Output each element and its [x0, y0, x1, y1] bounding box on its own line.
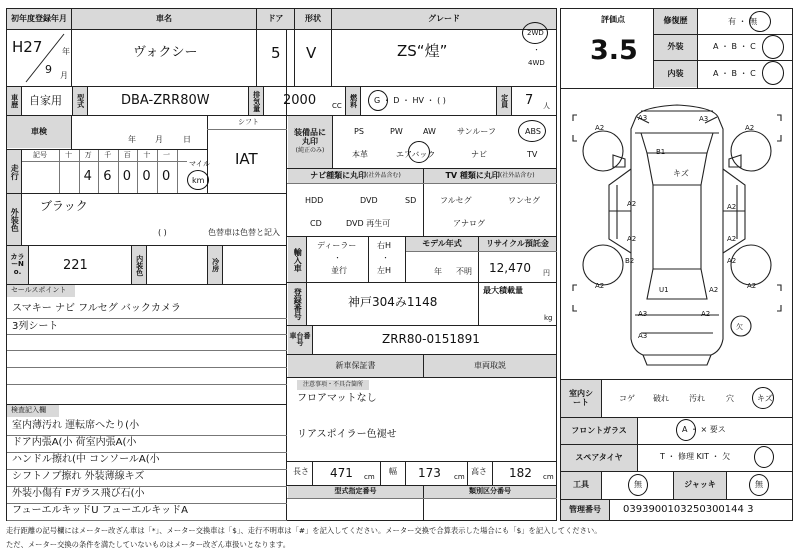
kg-unit: kg [544, 314, 553, 322]
header-model-year: モデル年式 [406, 237, 478, 251]
dealer: ディーラー [317, 241, 357, 250]
header-interior-sheet: 室内シート [561, 380, 601, 417]
mileage-digit-header: 十 [143, 151, 151, 159]
jack-value: 無 [755, 480, 763, 489]
equipment-item: ナビ [471, 150, 487, 159]
inspection-day: 日 [183, 135, 191, 144]
sheet-option: 汚れ [689, 394, 705, 403]
capacity: 7 [525, 93, 534, 108]
mark-a2-side-left: A2 [627, 200, 637, 208]
left-hand: 左H [377, 266, 392, 275]
header-repair: 修復歴 [654, 9, 697, 34]
header-capacity: 定員 [497, 87, 511, 115]
mark-u1-rear: U1 [659, 286, 669, 294]
inspector-note: 室内薄汚れ 運転席へたり(小 [12, 420, 140, 431]
inspector-note-line [7, 452, 287, 453]
mark-a2-wheel-fl: A2 [595, 124, 605, 132]
equipment-item: AW [423, 127, 436, 136]
header-exterior-color: 外装色 [7, 194, 21, 245]
mark-a2-rear-right: A2 [701, 310, 711, 318]
header-inspector: 検査記入欄 [7, 405, 59, 417]
mileage-divider [177, 150, 178, 193]
body-shape: V [306, 44, 317, 62]
door-count: 5 [271, 44, 281, 62]
equipment-item: 本革 [352, 150, 368, 159]
inspection-year: 年 [128, 135, 136, 144]
mark-missing: 欠 [736, 323, 743, 331]
navi-item: DVD 再生可 [346, 219, 391, 228]
inspector-note-line [7, 486, 287, 487]
exterior-grade: A ・ B ・ C [713, 42, 756, 51]
mileage-digit-header: 一 [163, 151, 170, 159]
inspector-note: シフトノブ擦れ 外装薄線キズ [12, 471, 145, 482]
header-mileage: 走行 [7, 150, 21, 193]
exterior-color: ブラック [40, 199, 88, 213]
airbag-circle [408, 141, 430, 163]
header-interior-color: 内装色 [132, 246, 146, 284]
header-usage: 車歴 [7, 87, 21, 115]
reg-era: H27 [12, 38, 43, 56]
model-year-year: 年 [434, 267, 442, 276]
header-max-load: 最大積載量 [483, 286, 523, 295]
mileage-digit: 0 [122, 169, 132, 184]
reg-month-unit: 月 [60, 71, 68, 80]
header-control-no: 管理番号 [561, 500, 609, 520]
car-diagram [561, 89, 793, 379]
cc-unit: CC [332, 102, 342, 110]
mileage-digit-header: 百 [123, 151, 131, 159]
capacity-unit: 人 [543, 102, 550, 110]
manual: 車両取説 [424, 355, 556, 377]
header-score: 評価点 [601, 15, 625, 24]
footer-line-2: ただ、メーター交換の条件を満たしていないものはメーター改ざん車扱いとなります。 [6, 540, 290, 549]
header-tools: 工具 [561, 472, 601, 499]
drive-4wd: 4WD [528, 59, 545, 67]
note-2: リアスポイラー色褪せ [297, 429, 397, 440]
header-interior: 内装 [654, 61, 697, 87]
equipment-item: エアバック [396, 150, 436, 159]
inspector-note-line [7, 435, 287, 436]
header-chassis: 車台番号 [288, 326, 312, 354]
mileage-divider [98, 150, 99, 193]
sheet-option: 穴 [726, 394, 734, 403]
km-label: km [192, 176, 205, 185]
header-navi-type: ナビ種類に丸印 (社外品含む) [288, 169, 423, 183]
mark-a2-right: A2 [727, 257, 737, 265]
inspector-note: ハンドル擦れ(中 コンソールA(小 [12, 454, 160, 465]
header-height: 高さ [471, 467, 487, 476]
spare-circle [754, 446, 774, 468]
header-car-name: 車名 [72, 9, 256, 29]
equipment-item: ABS [525, 127, 541, 136]
length-cm: cm [364, 473, 375, 481]
car-name: ヴォクシー [133, 45, 198, 60]
mark-a3-rear-left: A3 [638, 310, 648, 318]
mileage-divider [118, 150, 119, 193]
mark-a2-side-right: A2 [727, 203, 737, 211]
sales-point-line-2: 3列シート [12, 321, 59, 332]
inspector-note-line [7, 469, 287, 470]
repair-circle [749, 11, 771, 32]
width-value: 173 [418, 466, 441, 480]
sheet-option: 破れ [653, 394, 669, 403]
score-value: 3.5 [590, 35, 638, 66]
fuel-g-circle [368, 90, 388, 111]
header-tv-type: TV 種類に丸印 (社外品含む) [424, 169, 556, 183]
mileage-divider [157, 150, 158, 193]
reg-year-unit: 年 [62, 47, 70, 56]
color-paren: ( ) [158, 228, 167, 237]
header-color-no: カラーNo. [7, 246, 28, 284]
km-circle [187, 170, 209, 190]
control-number: 0393900103250300144 3 [623, 504, 754, 515]
equipment-item: TV [527, 150, 538, 159]
header-category: 類別区分番号 [424, 486, 556, 498]
header-type-designation: 型式指定番号 [288, 486, 423, 498]
sheet-scratch-circle [752, 387, 774, 409]
navi-item: HDD [305, 196, 324, 205]
sheet-option: キズ [757, 394, 773, 403]
mark-a2-wheel-fr: A2 [745, 124, 755, 132]
header-equipment: 装備品に丸印 (純正のみ) [288, 116, 332, 168]
abs-circle [518, 120, 546, 142]
interior-grade: A ・ B ・ C [713, 69, 756, 78]
mark-a3-front-left: A3 [638, 114, 648, 122]
color-no: 221 [63, 258, 88, 273]
reg-month: 9 [45, 63, 52, 76]
sales-point-line-1: スマキー ナビ フルセグ バックカメラ [12, 303, 181, 314]
color-note: 色替車は色替と記入 [208, 228, 280, 237]
inspector-note: 外装小傷有 Fガラス飛び石(小 [12, 488, 145, 499]
yen-unit: 円 [543, 269, 550, 277]
mark-a2-wheel-rl: A2 [595, 282, 605, 290]
inspector-note-line [7, 520, 287, 521]
mileage-digit-header: 万 [84, 151, 92, 159]
windshield-options: A ・ × 要ス [682, 425, 726, 434]
mileage-digit: 4 [83, 169, 92, 184]
equipment-item: サンルーフ [457, 127, 496, 136]
mileage-digit-header: 千 [104, 151, 112, 159]
hand-dot: ・ [382, 254, 389, 262]
tv-item: フルセグ [440, 196, 472, 205]
model-code: DBA-ZRR80W [121, 93, 210, 108]
note-1: フロアマットなし [297, 393, 377, 404]
registration-number: 神戸304み1148 [348, 295, 438, 309]
drive-2wd-circle [522, 22, 548, 44]
width-cm: cm [454, 473, 465, 481]
dealer-dot: ・ [334, 254, 341, 262]
inspector-note: フューエルキッドU フューエルキッドA [12, 505, 188, 516]
header-displacement: 排気量 [249, 87, 263, 115]
header-spare: スペアタイヤ [561, 445, 637, 471]
header-inspection: 車検 [7, 116, 71, 148]
navi-item: DVD [360, 196, 378, 205]
header-jack: ジャッキ [674, 472, 726, 499]
interior-circle [762, 61, 784, 85]
mark-a2-left-rear: A2 [627, 235, 637, 243]
header-door: ドア [257, 9, 294, 29]
header-sales-point: セールスポイント [7, 285, 75, 297]
mark-scratch: キズ [673, 169, 689, 178]
mark-b2-left: B2 [625, 257, 635, 265]
spare-options: T ・ 修理 KIT ・ 欠 [660, 452, 731, 461]
mile-label: マイル [189, 160, 210, 168]
shift-value: IAT [235, 150, 258, 168]
windshield-circle [676, 419, 696, 441]
inspection-month: 月 [155, 135, 163, 144]
mileage-digit: 0 [142, 169, 151, 184]
header-fuel: 燃料 [346, 87, 360, 115]
header-kigo: 記号 [33, 151, 47, 159]
tools-value: 無 [634, 480, 642, 489]
inspector-note: ドア内張A(小 荷室内張A(小 [12, 437, 137, 448]
tools-circle [628, 474, 648, 496]
sheet-option: コゲ [619, 394, 635, 403]
inspector-note-line [7, 503, 287, 504]
header-first-registration: 初年度登録年月 [7, 9, 71, 29]
drive-2wd: 2WD [527, 29, 544, 37]
mark-a2-right-rear: A2 [727, 235, 737, 243]
fuel-options: G ・ D ・ HV ・ ( ) [374, 96, 446, 105]
header-notes: 注意事項・不具合箇所 [297, 380, 369, 390]
equipment-item: PW [390, 127, 403, 136]
header-shape: 形状 [295, 9, 331, 29]
mileage-divider [137, 150, 138, 193]
header-width: 幅 [389, 467, 397, 476]
parallel: 並行 [331, 266, 347, 275]
equipment-item: PS [354, 127, 364, 136]
header-import: 輸入車 [288, 237, 306, 282]
header-model: 型式 [73, 87, 87, 115]
height-value: 182 [509, 466, 532, 480]
mark-a2-rear-quarter: A2 [709, 286, 719, 294]
navi-item: SD [405, 196, 417, 205]
header-recycle: リサイクル預託金 [479, 237, 556, 251]
mileage-divider [79, 150, 80, 193]
right-hand: 右H [377, 241, 392, 250]
mileage-digit: 6 [103, 169, 112, 184]
model-year-unknown: 不明 [456, 267, 472, 276]
height-cm: cm [543, 473, 554, 481]
header-registration: 登録番号 [288, 283, 306, 325]
repair-options: 有 ・ 無 [728, 17, 758, 26]
tv-item: ワンセグ [508, 196, 540, 205]
mileage-digit: 0 [162, 169, 171, 184]
header-exterior: 外装 [654, 35, 697, 60]
mark-b1-hood: B1 [656, 148, 666, 156]
navi-item: CD [310, 219, 322, 228]
mark-a2-wheel-rr: A2 [747, 282, 757, 290]
drive-dot: ・ [533, 46, 540, 54]
mileage-digit-header: 十 [65, 151, 72, 159]
header-ac: 冷房 [208, 246, 222, 284]
chassis-number: ZRR80-0151891 [382, 332, 480, 346]
header-windshield: フロントガラス [561, 418, 637, 444]
header-shift: シフト [238, 118, 259, 126]
recycle-amount: 12,470 [489, 261, 531, 275]
grade: ZS“煌” [397, 42, 448, 60]
header-length: 長さ [293, 467, 309, 476]
mark-a3-front-right: A3 [699, 115, 709, 123]
mileage-divider [59, 150, 60, 193]
exterior-circle [762, 35, 784, 59]
mark-a3-bumper: A3 [638, 332, 648, 340]
usage: 自家用 [29, 94, 62, 107]
header-grade: グレード [332, 9, 556, 29]
tv-analog: アナログ [453, 219, 485, 228]
jack-circle [749, 474, 769, 496]
footer-line-1: 走行距離の記号欄にはメーター改ざん車は「*」、メーター交換車は「$」、走行不明車は「#」を記入してください。メーター交換で合算表示した場合にも「$」を記入してください。 [6, 526, 602, 535]
new-car-warranty: 新車保証書 [288, 355, 423, 377]
length-value: 471 [330, 466, 353, 480]
displacement: 2000 [283, 93, 317, 108]
